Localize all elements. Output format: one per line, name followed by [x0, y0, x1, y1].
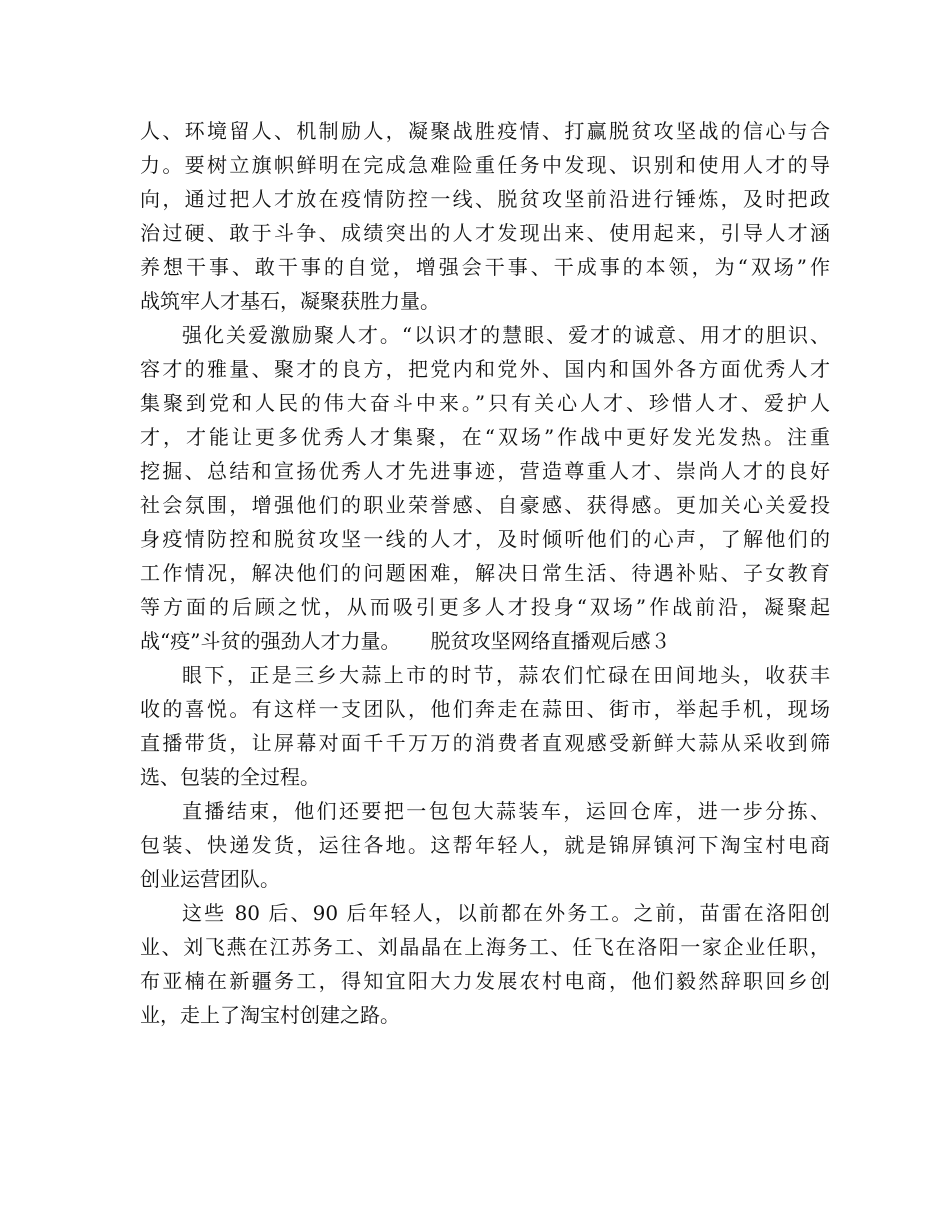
text-line: 才，才能让更多优秀人才集聚，在“双场”作战中更好发光发热。注重 [140, 425, 830, 449]
text-line: 选、包装的全过程。 [140, 765, 320, 789]
text-line: 身疫情防控和脱贫攻坚一线的人才，及时倾听他们的心声，了解他们的 [140, 527, 830, 551]
text-line: 力。要树立旗帜鲜明在完成急难险重任务中发现、识别和使用人才的导 [140, 153, 830, 177]
text-line: 收的喜悦。有这样一支团队，他们奔走在蒜田、街市，举起手机，现场 [140, 697, 830, 721]
text-line: 战筑牢人才基石，凝聚获胜力量。 [140, 289, 440, 313]
text-line: 直播带货，让屏幕对面千千万万的消费者直观感受新鲜大蒜从采收到筛 [140, 731, 830, 755]
text-line: 布亚楠在新疆务工，得知宜阳大力发展农村电商，他们毅然辞职回乡创 [140, 969, 830, 993]
text-line: 向，通过把人才放在疫情防控一线、脱贫攻坚前沿进行锤炼，及时把政 [140, 187, 830, 211]
text-line: 直播结束，他们还要把一包包大蒜装车，运回仓库，进一步分拣、 [182, 799, 830, 823]
text-line: 社会氛围，增强他们的职业荣誉感、自豪感、获得感。更加关心关爱投 [140, 493, 830, 517]
text-line: 治过硬、敢于斗争、成绩突出的人才发现出来、使用起来，引导人才涵 [140, 221, 830, 245]
text-line: 工作情况，解决他们的问题困难，解决日常生活、待遇补贴、子女教育 [140, 561, 830, 585]
text-line: 养想干事、敢干事的自觉，增强会干事、干成事的本领，为“双场”作 [140, 255, 830, 279]
text-line: 包装、快递发货，运往各地。这帮年轻人，就是锦屏镇河下淘宝村电商 [140, 833, 830, 857]
text-line: 人、环境留人、机制励人，凝聚战胜疫情、打赢脱贫攻坚战的信心与合 [140, 119, 830, 143]
text-line: 等方面的后顾之忧，从而吸引更多人才投身“双场”作战前沿，凝聚起 [140, 595, 830, 619]
text-line: 创业运营团队。 [140, 867, 280, 891]
text-line: 业，走上了淘宝村创建之路。 [140, 1003, 400, 1027]
text-line: 容才的雅量、聚才的良方，把党内和党外、国内和国外各方面优秀人才 [140, 357, 830, 381]
document-body [140, 114, 830, 1032]
text-line: 业、刘飞燕在江苏务工、刘晶晶在上海务工、任飞在洛阳一家企业任职， [140, 935, 830, 959]
text-line: 集聚到党和人民的伟大奋斗中来。”只有关心人才、珍惜人才、爱护人 [140, 391, 830, 415]
text-line: 强化关爱激励聚人才。“以识才的慧眼、爱才的诚意、用才的胆识、 [182, 323, 830, 347]
text-line: 眼下，正是三乡大蒜上市的时节，蒜农们忙碌在田间地头，收获丰 [182, 663, 830, 687]
text-line: 这些 80 后、90 后年轻人，以前都在外务工。之前，苗雷在洛阳创 [182, 901, 830, 925]
text-line: 挖掘、总结和宣扬优秀人才先进事迹，营造尊重人才、崇尚人才的良好 [140, 459, 830, 483]
text-line: 战“疫”斗贫的强劲人才力量。 脱贫攻坚网络直播观后感３ [140, 629, 671, 653]
